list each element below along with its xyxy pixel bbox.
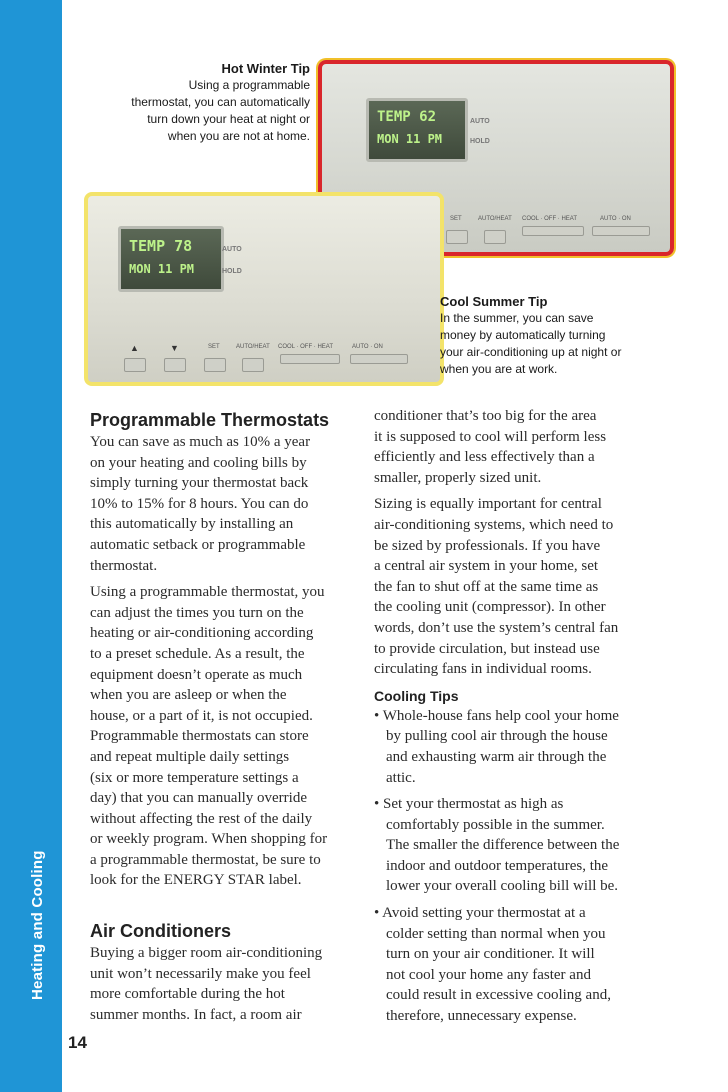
text-line: this automatically by installing an [90, 516, 294, 533]
text-line: on your heating and cooling bills by [90, 454, 307, 471]
bullet-item [374, 706, 664, 788]
heading-cooling-tips: Cooling Tips [374, 687, 459, 704]
display-temp: TEMP 78 [129, 237, 193, 255]
text-line: the cooling unit (compressor). In other [374, 599, 606, 616]
set-label: SET [208, 344, 220, 350]
text-line: • Set your thermostat as high as [374, 796, 564, 813]
thermostat-photo-yellow [84, 192, 444, 386]
paragraph [374, 494, 664, 679]
text-line: a programmable thermostat, be sure to [90, 851, 321, 868]
tip-title: Cool Summer Tip [440, 294, 548, 309]
text-line: • Whole-house fans help cool your home [374, 707, 619, 724]
fan-label: AUTO · ON [352, 344, 383, 350]
tip-line: when you are at work. [440, 362, 558, 376]
text-line: comfortably possible in the summer. [386, 816, 605, 833]
text-line: look for the ENERGY STAR label. [90, 872, 302, 889]
thermostat-display [118, 226, 224, 292]
text-line: can adjust the times you turn on the [90, 604, 304, 621]
bullet-item [374, 903, 664, 1027]
text-line: unit won’t necessarily make you feel [90, 965, 311, 982]
text-line: lower your overall cooling bill will be. [386, 878, 619, 895]
text-line: to a preset schedule. As a result, the [90, 645, 305, 662]
text-line: (six or more temperature settings a [90, 769, 299, 786]
set-button [446, 230, 468, 244]
up-arrow-icon: ▲ [130, 343, 139, 353]
text-line: Programmable thermostats can store [90, 728, 309, 745]
text-line: summer months. In fact, a room air [90, 1006, 302, 1023]
text-line: air-conditioning systems, which need to [374, 516, 614, 533]
text-line: to provide circulation, but instead use [374, 640, 600, 657]
section-label: Heating and Cooling [29, 850, 46, 1000]
section-spacer [90, 897, 362, 919]
cool-summer-tip [440, 293, 640, 378]
text-line: colder setting than normal when you [386, 925, 606, 942]
text-line: house, or a part of it, is not occupied. [90, 707, 313, 724]
display-time: MON 11 PM [377, 132, 443, 146]
auto-heat-label: AUTO/HEAT [236, 344, 270, 350]
display-side-top: AUTO [470, 118, 490, 125]
fan-switch [592, 226, 650, 236]
tip-line: money by automatically turning [440, 328, 606, 342]
text-line: automatic setback or programmable [90, 536, 306, 553]
text-line: a central air system in your home, set [374, 558, 599, 575]
paragraph [90, 943, 362, 1025]
text-line: The smaller the difference between the [386, 837, 620, 854]
text-line: smaller, properly sized unit. [374, 469, 542, 486]
down-button [164, 358, 186, 372]
fan-label: AUTO · ON [600, 216, 631, 222]
tip-line: In the summer, you can save [440, 311, 594, 325]
tip-title: Hot Winter Tip [221, 61, 310, 76]
text-line: Using a programmable thermostat, you [90, 584, 325, 601]
heading-programmable-thermostats: Programmable Thermostats [90, 410, 330, 430]
thermostat-display [366, 98, 468, 162]
text-line: day) that you can manually override [90, 790, 308, 807]
paragraph [90, 432, 362, 576]
text-line: heating or air-conditioning according [90, 625, 314, 642]
text-line: could result in excessive cooling and, [386, 987, 611, 1004]
tip-line: when you are not at home. [167, 129, 310, 143]
hot-winter-tip [120, 60, 310, 145]
text-line: and exhausting warm air through the [386, 748, 607, 765]
display-side-bottom: HOLD [222, 268, 242, 275]
text-line: by pulling cool air through the house [386, 728, 608, 745]
display-time: MON 11 PM [129, 262, 195, 276]
text-line: it is supposed to cool will perform less [374, 428, 607, 445]
text-line: the fan to shut off at the same time as [374, 578, 599, 595]
auto-heat-button [242, 358, 264, 372]
fan-switch [350, 354, 408, 364]
section-label-container [0, 0, 62, 1092]
text-line: efficiently and less effectively than a [374, 449, 595, 466]
display-side-top: AUTO [222, 246, 242, 253]
paragraph [90, 582, 362, 891]
mode-switch [280, 354, 340, 364]
down-arrow-icon: ▼ [170, 343, 179, 353]
mode-label: COOL · OFF · HEAT [522, 216, 577, 222]
display-side-bottom: HOLD [470, 138, 490, 145]
text-line: equipment doesn’t operate as much [90, 666, 303, 683]
display-temp: TEMP 62 [377, 109, 437, 125]
text-line: therefore, unnecessary expense. [386, 1008, 577, 1025]
text-line: 10% to 15% for 8 hours. You can do [90, 495, 309, 512]
text-line: attic. [386, 769, 416, 786]
up-button [124, 358, 146, 372]
tip-line: thermostat, you can automatically [131, 95, 310, 109]
text-line: You can save as much as 10% a year [90, 434, 311, 450]
bullet-item [374, 794, 664, 897]
left-column [90, 408, 362, 1031]
text-line: Buying a bigger room air-conditioning [90, 945, 323, 962]
text-line: be sized by professionals. If you have [374, 537, 601, 554]
heading-air-conditioners: Air Conditioners [90, 921, 232, 942]
paragraph [374, 406, 664, 488]
tip-line: turn down your heat at night or [147, 112, 310, 126]
auto-heat-button [484, 230, 506, 244]
tip-line: Using a programmable [188, 78, 310, 92]
text-line: or weekly program. When shopping for [90, 831, 328, 848]
right-column [374, 406, 664, 1033]
text-line: conditioner that’s too big for the area [374, 408, 597, 424]
text-line: indoor and outdoor temperatures, the [386, 857, 609, 874]
auto-heat-label: AUTO/HEAT [478, 216, 512, 222]
mode-switch [522, 226, 584, 236]
page-number: 14 [68, 1033, 87, 1052]
text-line: without affecting the rest of the daily [90, 810, 313, 827]
text-line: simply turning your thermostat back [90, 475, 309, 492]
text-line: not cool your home any faster and [386, 966, 591, 983]
set-label: SET [450, 216, 462, 222]
text-line: thermostat. [90, 557, 158, 574]
text-line: circulating fans in individual rooms. [374, 661, 592, 678]
text-line: • Avoid setting your thermostat at a [374, 905, 586, 922]
text-line: more comfortable during the hot [90, 986, 285, 1003]
text-line: when you are asleep or when the [90, 687, 287, 704]
tip-line: your air-conditioning up at night or [440, 345, 622, 359]
text-line: turn on your air conditioner. It will [386, 946, 595, 963]
text-line: Sizing is equally important for central [374, 496, 602, 513]
text-line: words, don’t use the system’s central fan [374, 619, 619, 636]
set-button [204, 358, 226, 372]
mode-label: COOL · OFF · HEAT [278, 344, 333, 350]
text-line: and repeat multiple daily settings [90, 748, 290, 765]
